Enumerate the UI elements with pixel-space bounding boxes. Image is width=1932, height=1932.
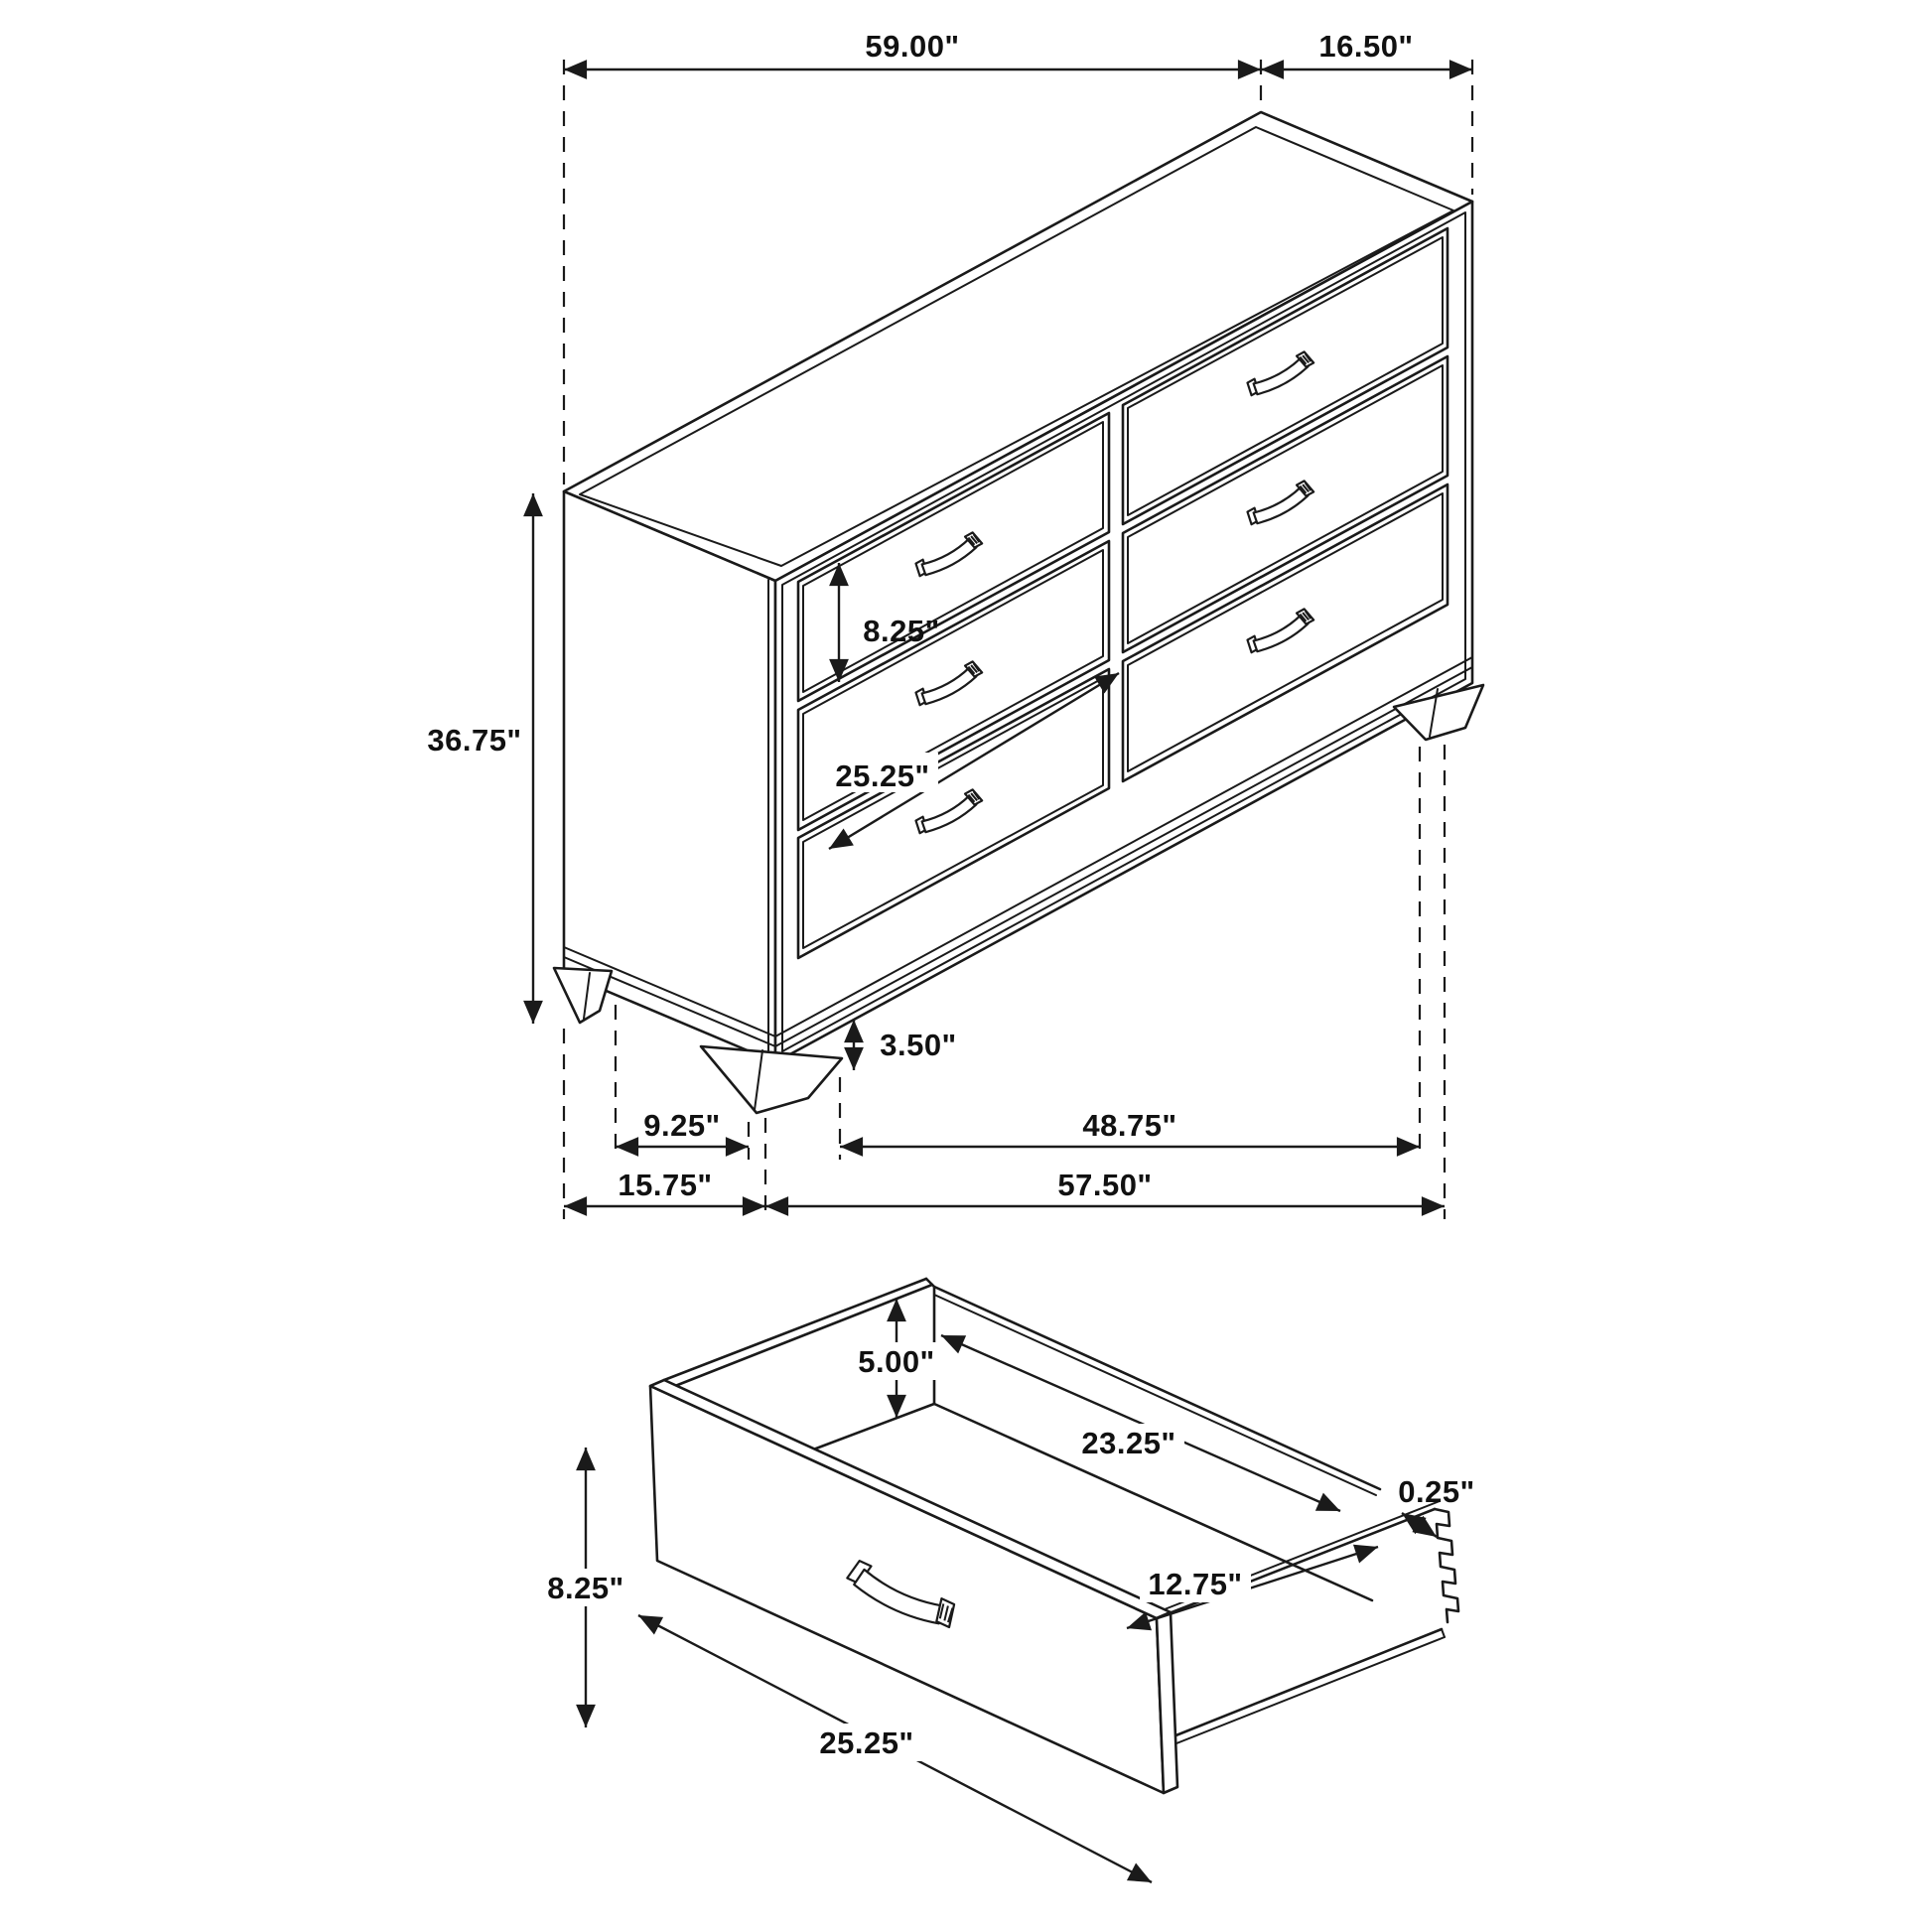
dim-label: 59.00" <box>865 29 960 64</box>
dim-label: 15.75" <box>618 1168 713 1202</box>
dim-label: 0.25" <box>1398 1474 1475 1509</box>
dim-label: 48.75" <box>1082 1108 1177 1143</box>
dim-label: 9.25" <box>643 1108 721 1143</box>
dim-label: 36.75" <box>427 723 522 758</box>
dim-label: 5.00" <box>858 1344 935 1379</box>
dim-label: 25.25" <box>835 759 930 793</box>
dim-label: 25.25" <box>819 1725 914 1760</box>
dim-label: 8.25" <box>547 1571 624 1605</box>
dim-label: 23.25" <box>1081 1426 1176 1460</box>
dim-label: 57.50" <box>1057 1168 1153 1202</box>
dim-label: 3.50" <box>880 1028 957 1062</box>
dim-label: 16.50" <box>1318 29 1414 64</box>
dim-label: 8.25" <box>863 614 940 648</box>
dim-label: 12.75" <box>1148 1567 1243 1601</box>
